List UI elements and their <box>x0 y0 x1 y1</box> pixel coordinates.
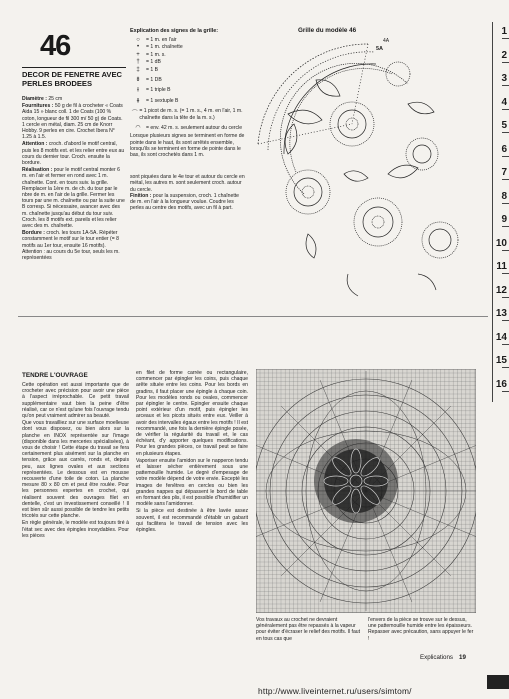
ruler-number: 11 <box>496 261 507 272</box>
corner-tab <box>487 675 509 689</box>
legend-text: = 1 sextuple B <box>146 97 179 104</box>
legend-text: = 1 m. chaînette <box>146 44 183 51</box>
tendre-paragraph: Vaporiser ensuite l'amidon sur le napperon tendu et laisser sécher entièrement sous une pattemouille humide. Le degré d'empesage de votre modèle dépend de votre envie. Excepté les images de fenêtres en cercles ou bien les grandes nappes qui dépassent le bord de table en formant des plis, il est possible d'humidifier un modèle sans l'amidonner. <box>136 457 248 508</box>
tendre-paragraph: en filet de forme carrée ou rectangulaire, commencer par épingler les coins, puis chaque arête située entre les coins. Pour les bords en gradins, il faut placer une épingle à chaque coin. Pour les modèles ronds ou ovales, commencer par épingler le centre. Epingler ensuite chaque point extérieur d'un motif, puis épingler les arceaux et les picots situés entre eux. Veiller à avoir des intervalles égaux entre les motifs ! Il est recommandé, une fois la dernière épingle posée, de vérifier la régularité du travail et, le cas échéant, d'y apporter quelques modifications. Pour les grandes pièces, ce travail peut se faire en plusieurs étapes. <box>136 370 248 457</box>
legend-symbol-icon: † <box>136 59 140 66</box>
blocking-board-photo <box>256 369 476 613</box>
grille-title: Grille du modèle 46 <box>298 27 357 34</box>
side-ruler <box>492 22 509 402</box>
legend-symbol-icon: ○ <box>136 37 140 43</box>
ruler-tick <box>502 226 509 227</box>
tendre-paragraph: Que vous travailliez sur une surface moelleuse dont vous disposez, ou bien alors sur la planche en INOX représentée sur l'image (disponible dans les merceries spécialisées), à vous de choisir ! Cette étape du travail se fera certainement plus aisément sur la planche en tension, grâce aux carrés, ronds et, depuis peu, aux lignes ovales et aux sections représentées. Le dessous est en mousse recouverte d'une toile de coton. La planche mesure 80 x 80 cm et peut être roulée. Pour les personnes expertes en crochet, qui réalisent souvent des ouvrages filet en dentelle, c'est un investissement conseillé ! Il est bien sûr aussi possible de tendre les petits tricotés sur cette planche. <box>22 420 129 520</box>
ruler-tick <box>502 250 509 251</box>
tendre-column-4: l'envers de la pièce se trouve sur le dessus, une pattemouille humide entre les épaisseurs. Repasser avec précaution, sans appuyer le fer ! <box>368 617 474 642</box>
ruler-tick <box>502 156 509 157</box>
instruction-paragraph <box>22 141 126 166</box>
legend-text: = 1 m. s. <box>146 51 166 58</box>
ruler-tick <box>502 273 509 274</box>
ruler-tick <box>502 391 509 392</box>
model-instructions-column <box>22 96 126 262</box>
legend-title: Explication des signes de la grille: <box>130 28 219 34</box>
tendre-column-1 <box>22 382 129 540</box>
ruler-tick <box>502 203 509 204</box>
ruler-number: 13 <box>495 308 507 319</box>
page-footer <box>420 654 466 661</box>
legend-item <box>130 87 245 93</box>
legend-text: = 1 picot de m. s. (= 1 m. s., 4 m. en l'air, 1 m. chaînette dans la tête de la m. s.) <box>139 108 243 121</box>
legend-item <box>130 77 245 83</box>
ruler-tick <box>502 62 509 63</box>
instruction-text: 25 cm <box>46 96 63 102</box>
instruction-paragraph <box>22 103 126 140</box>
ruler-number: 1 <box>501 26 507 37</box>
ruler-number: 16 <box>495 378 507 390</box>
instruction-paragraph <box>22 230 126 261</box>
section-divider <box>18 316 488 317</box>
instruction-label: Bordure : <box>22 230 45 237</box>
svg-text:4A: 4A <box>383 38 390 44</box>
legend-text: = env. 42 m. s. seulement autour du cercle <box>146 125 243 132</box>
ruler-number: 6 <box>501 143 507 155</box>
ruler-number: 12 <box>495 284 507 296</box>
legend-text: = 1 m. en l'air <box>146 37 177 43</box>
instruction-text: pour le motif central monter 6 m. en l'air et fermer en rond avec 1 m. chaînette. Cont. en tours suiv. la grille. Remplacer la 1ère m. de ch. du tour par le nbre de m. en l'air de la grille. Fermer les tours par une m. chaînette ou par la suite une B corresp. Si nécessaire, avancer avec des m. chaînette jusqu'au début du tour suiv. Croch. les 8 motifs ext. pareils et les relier avec des m. chaînette. <box>22 167 125 230</box>
footer-section: Explications <box>420 654 454 661</box>
ruler-tick <box>502 38 509 39</box>
legend-item <box>130 108 245 121</box>
legend-item <box>130 125 245 131</box>
instruction-text: croch. les tours 1A-5A. Répéter constamment le motif sur le tour entier (= 8 motifs au 1er tour, ensuite 16 motifs). Attention : au cours du 5e tour, seuls les m. représentées <box>22 230 120 262</box>
legend-list <box>130 37 245 131</box>
legend-symbol-icon: ⫵ <box>136 97 140 104</box>
legend-tail: sont piquées dans le 4e tour et autour du cercle en métal, les autres m. sont seulement croch. autour du cercle. <box>130 174 245 193</box>
instruction-label: Fournitures : <box>22 103 54 110</box>
legend-symbol-icon: ⫲ <box>137 87 139 94</box>
legend-text: = 1 dB <box>146 59 161 66</box>
tendre-paragraph: Cette opération est aussi importante que de crocheter avec précision pour avoir une pièce à l'aspect irréprochable. Ce petit travail supplémentaire vaut bien la peine d'être réalisé, car ce n'est qu'une fois l'ouvrage tendu qu'on peut vraiment admirer sa beauté. <box>22 382 129 420</box>
ruler-number: 10 <box>495 237 507 249</box>
ruler-tick <box>502 297 509 298</box>
legend-note: Lorsque plusieurs signes se terminent en forme de pointe dans le haut, ils sont arrêtés ensemble, lorsqu'ils se terminent en forme de pointe dans le bas, ils sont crochetés dans 1 m. <box>130 133 245 159</box>
ruler-tick <box>502 179 509 180</box>
instruction-text: 50 g de fil à crocheter « Coats Aida 15 » blanc coll. 1 de Coats (100 % coton, longueur de fil 300 m/ 50 g) de Coats. 1 cercle en métal, diam. 25 cm de Knorr Hobby. 9 perles en cire. Crochet Ibera N° 1.25 à 1.5. <box>22 103 123 141</box>
legend-item <box>130 52 245 58</box>
ruler-number: 7 <box>501 167 507 178</box>
legend-symbol-icon: ⌒ <box>131 111 138 118</box>
instruction-text: croch. d'abord le motif central, puis les 8 motifs ext. et les relier entre eux au cours du dernier tour. Croch. ensuite la bordure. <box>22 141 125 167</box>
ruler-number: 8 <box>501 190 507 202</box>
ruler-tick <box>502 109 509 110</box>
model-number: 46 <box>40 30 71 62</box>
instruction-paragraph <box>22 167 126 229</box>
legend-text: = 1 B <box>146 66 159 73</box>
finition-text: pour la suspension, croch. 1 chaînette de m. en l'air à la longueur voulue. Coudre les perles au centre des motifs, avec un fil à part. <box>130 192 239 212</box>
ruler-number: 4 <box>501 96 507 108</box>
ruler-number: 14 <box>495 331 507 343</box>
instruction-label: Réalisation : <box>22 167 53 174</box>
legend-item <box>130 37 245 43</box>
legend-text: = 1 triple B <box>146 87 171 94</box>
ruler-number: 5 <box>501 120 507 131</box>
watermark-url[interactable]: http://www.liveinternet.ru/users/simtom/ <box>258 686 412 696</box>
tendre-paragraph: Si la pièce est destinée à être lavée assez souvent, il est recommandé d'établir un gabarit qui facilitera le travail de tension avec les épingles. <box>136 508 248 534</box>
legend-item <box>130 67 245 73</box>
legend-item <box>130 44 245 50</box>
ruler-tick <box>502 367 509 368</box>
ruler-tick <box>502 320 509 321</box>
footer-page-number: 19 <box>459 654 466 661</box>
finition-paragraph <box>130 193 245 212</box>
crochet-chart-diagram <box>248 34 473 319</box>
legend-symbol-icon: + <box>136 51 140 58</box>
ruler-number: 3 <box>501 73 507 84</box>
tendre-column-3: Vos travaux au crochet ne devraient généralement pas être repassés à la vapeur pour éviter d'écraser le relief des motifs. Il faut en tous cas que <box>256 617 361 642</box>
legend-item <box>130 59 245 65</box>
svg-text:5A: 5A <box>376 46 384 52</box>
ruler-tick <box>502 344 509 345</box>
finition-label: Finition : <box>130 192 152 199</box>
ruler-number: 2 <box>501 49 507 61</box>
instruction-label: Diamètre : <box>22 96 47 102</box>
legend-symbol-icon: ‡ <box>136 66 140 73</box>
ruler-tick <box>502 85 509 86</box>
legend-symbol-icon: • <box>136 44 140 51</box>
legend-column <box>130 28 245 212</box>
legend-text: = 1 DB <box>146 77 162 84</box>
tendre-column-2 <box>136 370 248 534</box>
ruler-number: 15 <box>495 355 507 366</box>
model-title: DECOR DE FENETRE AVEC PERLES BRODEES <box>22 67 126 88</box>
ruler-number: 9 <box>501 214 507 225</box>
ruler-tick <box>502 132 509 133</box>
legend-symbol-icon: ⇟ <box>135 77 141 84</box>
instruction-paragraph <box>22 96 126 102</box>
tendre-title: TENDRE L'OUVRAGE <box>22 372 88 379</box>
tendre-paragraph: En règle générale, le modèle est toujours tiré à l'état sec avec des épingles inoxydables. Pour les pièces <box>22 520 129 539</box>
instruction-label: Attention : <box>22 141 48 148</box>
legend-item <box>130 98 245 104</box>
legend-symbol-icon: ◠ <box>135 125 141 132</box>
